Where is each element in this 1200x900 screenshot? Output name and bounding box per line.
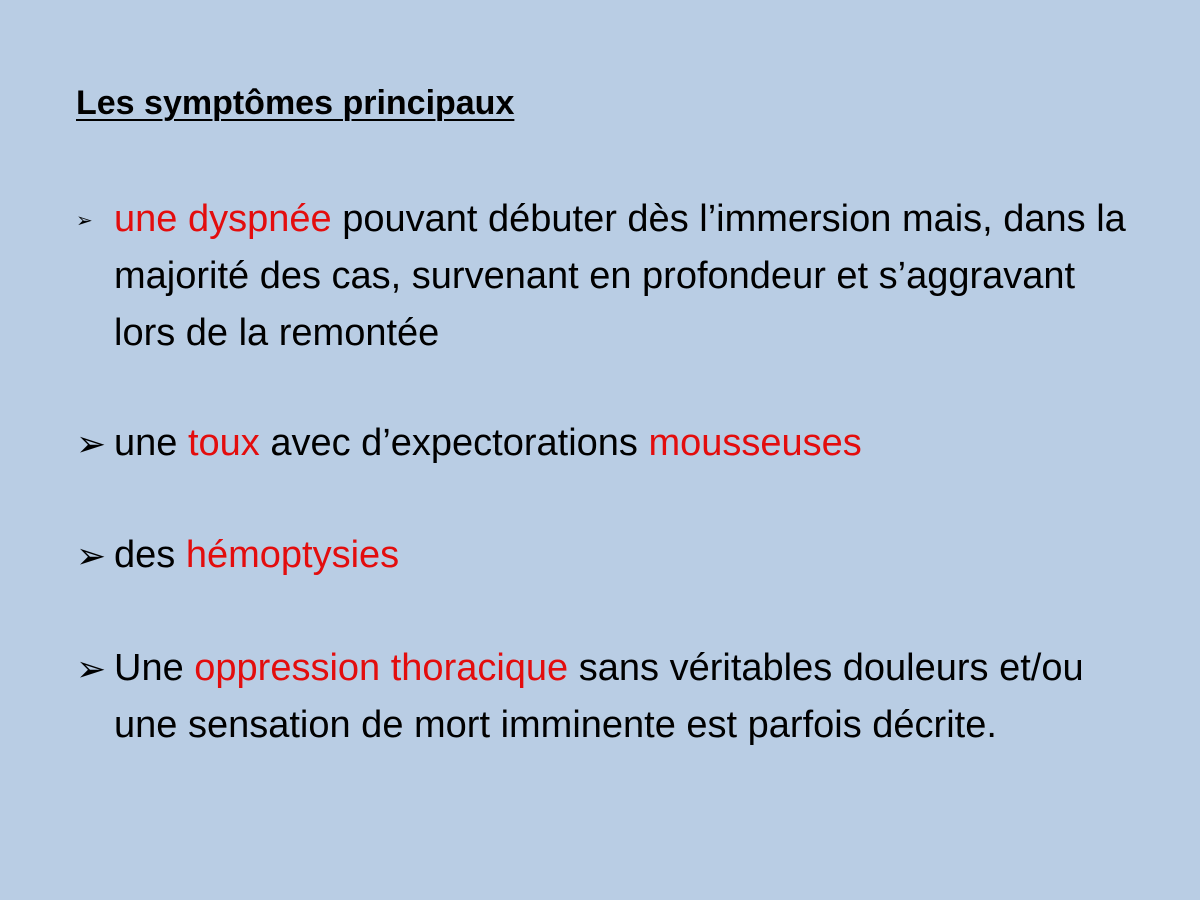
bullet-text: des hémoptysies (114, 534, 400, 576)
slide-title: Les symptômes principaux (76, 84, 515, 122)
arrow-bullet-icon: ➢ (76, 648, 107, 689)
bullet-item-toux (76, 415, 1146, 472)
arrow-bullet-icon: ➢ (76, 535, 107, 576)
arrow-bullet-icon: ➢ (76, 210, 93, 232)
highlight-term: hémoptysies (185, 534, 400, 576)
bullet-text: Une oppression thoracique sans véritables douleurs et/ou une sensation de mort imminente est parfois décrite. (114, 647, 1084, 746)
bullet-text: une toux avec d’expectorations mousseuses (114, 422, 862, 464)
arrow-bullet-icon: ➢ (76, 423, 107, 464)
highlight-term: toux (187, 422, 260, 464)
bullet-item-hemoptysies (76, 527, 1146, 584)
bullet-text: une dyspnée pouvant débuter dès l’immersion mais, dans la majorité des cas, survenant en profondeur et s’aggravant lors de la remontée (114, 198, 1126, 354)
bullet-item-dyspnee (76, 191, 1146, 362)
bullet-item-oppression (76, 640, 1146, 754)
highlight-term: une dyspnée (114, 198, 332, 240)
highlight-term: mousseuses (648, 422, 862, 464)
highlight-term: oppression thoracique (194, 647, 569, 689)
